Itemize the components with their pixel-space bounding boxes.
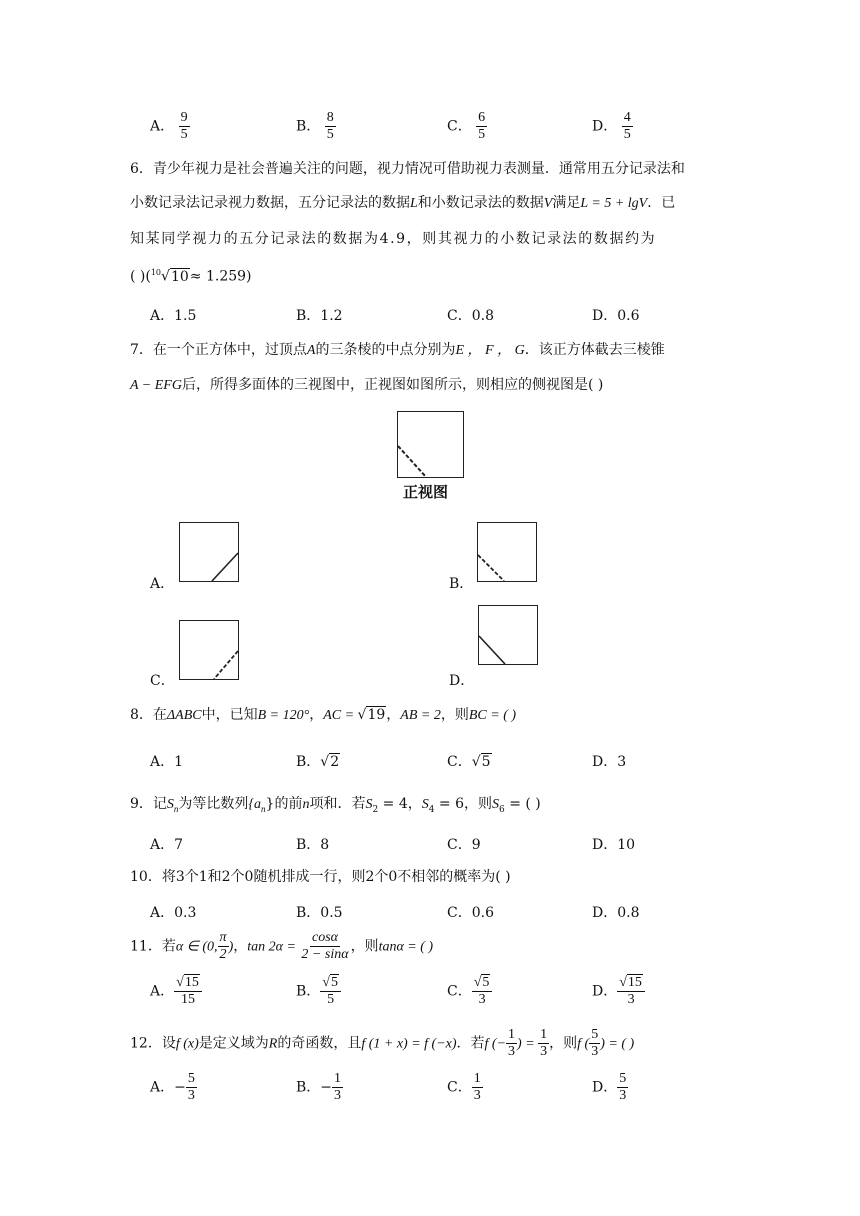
q5-option-c[interactable]: C． $\frac{6}{5}$ xyxy=(447,110,486,143)
q10-option-d[interactable]: D．0.8 xyxy=(592,905,640,921)
q12-option-d[interactable]: D． $\frac{5}{3}$ xyxy=(592,1071,627,1104)
option-d-solid-edge xyxy=(479,606,537,664)
front-view-caption: 正视图 xyxy=(403,483,449,501)
q12-option-b[interactable]: B．− $\frac{1}{3}$ xyxy=(296,1071,342,1104)
q10-option-b[interactable]: B．0.5 xyxy=(296,905,343,921)
q7-option-d-diagram[interactable] xyxy=(478,605,538,665)
q6-line2: 小数记录法记录视力数据，五分记录法的数据L和小数记录法的数据V满足L = 5 + lgV．已 xyxy=(130,195,676,211)
q9-option-a[interactable]: A．7 xyxy=(150,837,184,853)
q11-option-a[interactable]: A． $\frac{√15}{15}$ xyxy=(150,975,202,1008)
q7-option-d[interactable]: D． xyxy=(449,673,475,689)
q7-option-c[interactable]: C． xyxy=(150,673,175,689)
q9-option-d[interactable]: D．10 xyxy=(592,837,636,853)
q6-option-c[interactable]: C．0.8 xyxy=(447,308,494,324)
q7-option-a-diagram[interactable] xyxy=(179,522,239,582)
q10-stem: 10．将3个1和2个0随机排成一行，则2个0不相邻的概率为( ) xyxy=(130,869,511,885)
q7-line2: A − EFG后，所得多面体的三视图中，正视图如图所示，则相应的侧视图是( ) xyxy=(130,377,604,393)
q10-option-c[interactable]: C．0.6 xyxy=(447,905,494,921)
q6-option-b[interactable]: B．1.2 xyxy=(296,308,343,324)
q7-option-b-diagram[interactable] xyxy=(477,522,537,582)
q9-option-c[interactable]: C．9 xyxy=(447,837,481,853)
q8-option-c[interactable]: C．√5 xyxy=(447,754,491,770)
q7-line1: 7．在一个正方体中，过顶点A的三条棱的中点分别为E ， F ， G．该正方体截去三棱锥 xyxy=(130,342,665,358)
q10-option-a[interactable]: A．0.3 xyxy=(150,905,197,921)
option-c-dashed-edge xyxy=(180,621,238,679)
q9-option-b[interactable]: B．8 xyxy=(296,837,330,853)
q5-option-b[interactable]: B． $\frac{8}{5}$ xyxy=(296,110,334,143)
q11-stem: 11．若α ∈ (0, $\frac{\pi}{2}$ )，tan 2α = $\frac{\cos\alpha}{2 - \sin\alpha}$ ，则tanα = ( ) xyxy=(130,930,434,963)
q12-option-c[interactable]: C． $\frac{1}{3}$ xyxy=(447,1071,481,1104)
q8-option-b[interactable]: B．√2 xyxy=(296,754,340,770)
q7-option-c-diagram[interactable] xyxy=(179,620,239,680)
q6-option-d[interactable]: D．0.6 xyxy=(592,308,640,324)
q6-line4: ( )($^{10}$√10≈ 1.259) xyxy=(130,268,252,285)
q9-stem: 9．记$S_n$为等比数列$\{a_n\}$的前n项和．若$S_2 = 4$，$S_4 = 6$，则$S_6$ = ( ) xyxy=(130,796,541,815)
q8-stem: 8．在ΔABC中，已知B = 120°，AC = √19，AB = 2，则BC = ( ) xyxy=(130,707,517,723)
front-view-diagram xyxy=(397,411,464,478)
q8-option-a[interactable]: A．1 xyxy=(150,754,184,770)
option-b-dashed-edge xyxy=(478,523,536,581)
q12-option-a[interactable]: A．− $\frac{5}{3}$ xyxy=(150,1071,195,1104)
q5-option-a[interactable]: A． $\frac{9}{5}$ xyxy=(150,110,188,143)
q6-line3: 知某同学视力的五分记录法的数据为4.9，则其视力的小数记录法的数据约为 xyxy=(130,231,657,247)
front-view-dashed-edge xyxy=(398,412,463,477)
q7-option-b[interactable]: B． xyxy=(449,576,474,592)
q6-line1: 6．青少年视力是社会普遍关注的问题，视力情况可借助视力表测量．通常用五分记录法和 xyxy=(130,161,685,177)
q8-option-d[interactable]: D．3 xyxy=(592,754,627,770)
q6-option-a[interactable]: A．1.5 xyxy=(150,308,197,324)
q12-stem: 12．设f (x)是定义域为R的奇函数，且f (1 + x) = f (−x)．若f (− $\frac{1}{3}$ ) = $\frac{1}{3}$ ，则f ( $\frac{5}{3}$ ) = ( ) xyxy=(130,1027,635,1060)
q11-option-b[interactable]: B． $\frac{√5}{5}$ xyxy=(296,975,341,1008)
q7-option-a[interactable]: A． xyxy=(150,576,175,592)
q11-option-d[interactable]: D． $\frac{√15}{3}$ xyxy=(592,975,645,1008)
option-a-solid-edge xyxy=(180,523,238,581)
q5-option-d[interactable]: D． $\frac{4}{5}$ xyxy=(592,110,631,143)
q11-option-c[interactable]: C． $\frac{√5}{3}$ xyxy=(447,975,492,1008)
